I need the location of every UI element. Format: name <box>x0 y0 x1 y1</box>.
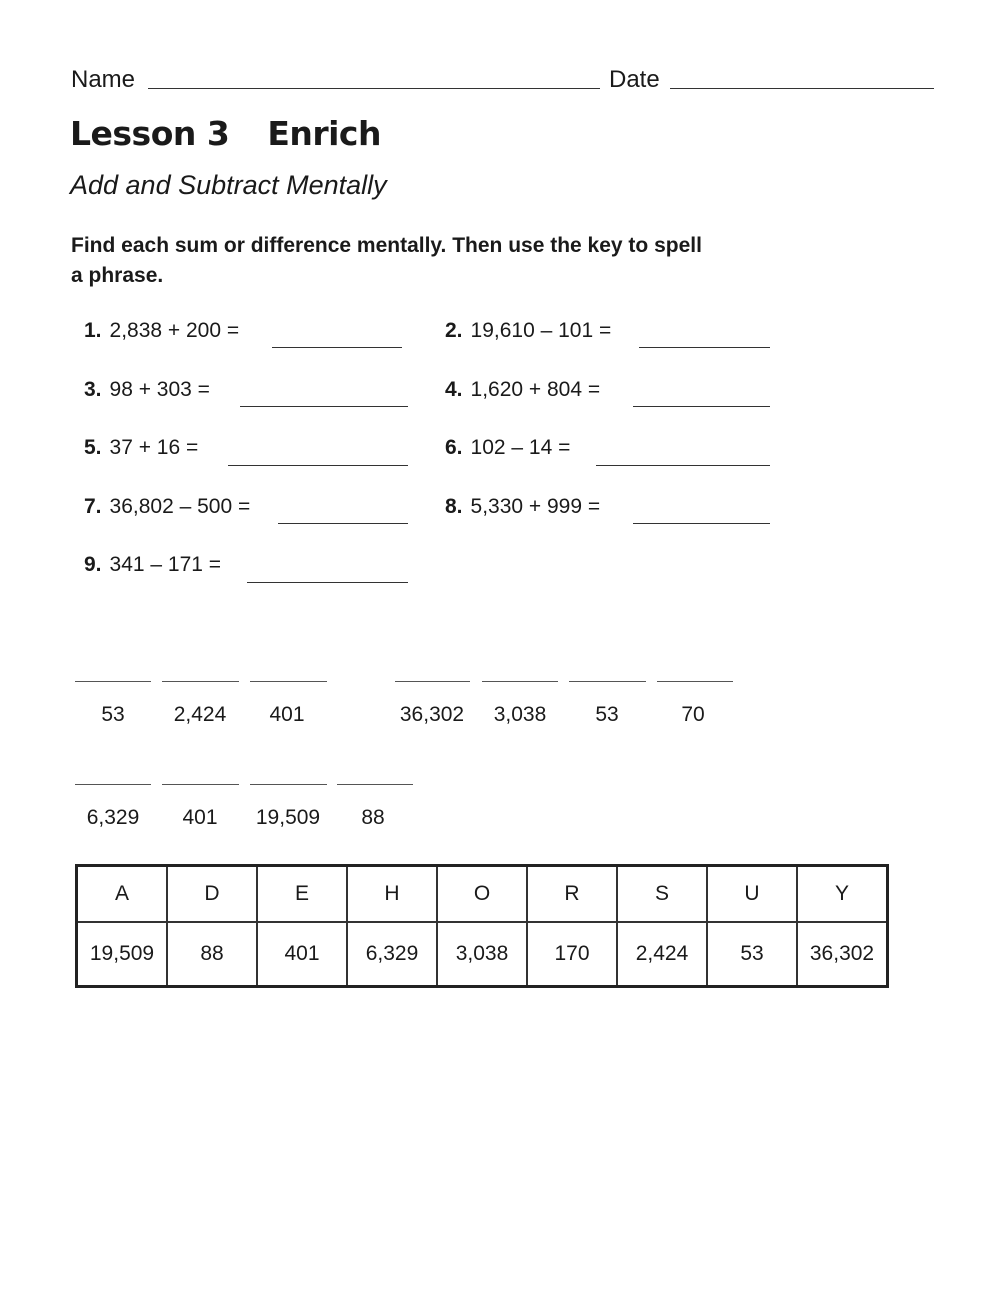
key-values-row <box>77 922 888 987</box>
title-lesson: Lesson 3 <box>70 114 230 153</box>
code-number: 53 <box>101 703 125 726</box>
problem-9 <box>84 553 221 581</box>
problem-expression: 36,802 – 500 = <box>109 495 251 518</box>
code-number: 401 <box>182 806 218 829</box>
problem-expression: 2,838 + 200 = <box>109 319 240 342</box>
problem-1 <box>84 319 239 347</box>
code-number: 6,329 <box>86 806 140 829</box>
code-number: 19,509 <box>255 806 321 829</box>
key-letter: S <box>617 866 707 923</box>
key-value: 3,038 <box>437 922 527 987</box>
problem-expression: 1,620 + 804 = <box>470 378 601 401</box>
answer-blank-2[interactable] <box>639 347 770 348</box>
problem-number: 1. <box>84 319 102 342</box>
letter-blank[interactable] <box>75 784 151 785</box>
letter-blank[interactable] <box>250 784 327 785</box>
problem-5 <box>84 436 198 464</box>
key-value: 19,509 <box>77 922 168 987</box>
name-field[interactable] <box>148 88 600 89</box>
title-enrich: Enrich <box>267 114 381 153</box>
key-letter: E <box>257 866 347 923</box>
answer-blank-9[interactable] <box>247 582 408 583</box>
key-letter: O <box>437 866 527 923</box>
key-value: 2,424 <box>617 922 707 987</box>
code-number: 3,038 <box>493 703 547 726</box>
problem-4 <box>445 378 600 406</box>
code-number: 70 <box>681 703 705 726</box>
key-letter: H <box>347 866 437 923</box>
key-value: 36,302 <box>797 922 888 987</box>
letter-key-table <box>75 864 889 988</box>
letter-blank[interactable] <box>162 681 239 682</box>
instructions-line-1: Find each sum or difference mentally. Then use the key to spell <box>71 234 702 257</box>
answer-blank-4[interactable] <box>633 406 770 407</box>
letter-blank[interactable] <box>395 681 470 682</box>
key-letter: Y <box>797 866 888 923</box>
problem-number: 7. <box>84 495 102 518</box>
page-subtitle: Add and Subtract Mentally <box>70 170 387 200</box>
name-label: Name <box>71 66 136 93</box>
problem-expression: 102 – 14 = <box>470 436 571 459</box>
problem-number: 2. <box>445 319 463 342</box>
letter-blank[interactable] <box>569 681 646 682</box>
answer-blank-5[interactable] <box>228 465 408 466</box>
letter-blank[interactable] <box>657 681 733 682</box>
problem-3 <box>84 378 210 406</box>
code-number: 88 <box>361 806 385 829</box>
letter-blank[interactable] <box>337 784 413 785</box>
code-number: 401 <box>269 703 305 726</box>
letter-blank[interactable] <box>250 681 327 682</box>
problem-expression: 341 – 171 = <box>109 553 222 576</box>
problem-number: 8. <box>445 495 463 518</box>
letter-blank[interactable] <box>75 681 151 682</box>
problem-expression: 5,330 + 999 = <box>470 495 601 518</box>
code-number: 2,424 <box>173 703 227 726</box>
key-value: 401 <box>257 922 347 987</box>
problem-number: 6. <box>445 436 463 459</box>
letter-blank[interactable] <box>162 784 239 785</box>
problem-number: 4. <box>445 378 463 401</box>
answer-blank-3[interactable] <box>240 406 408 407</box>
problem-number: 5. <box>84 436 102 459</box>
answer-blank-7[interactable] <box>278 523 408 524</box>
problem-expression: 37 + 16 = <box>109 436 199 459</box>
problem-number: 9. <box>84 553 102 576</box>
problem-expression: 98 + 303 = <box>109 378 210 401</box>
date-field[interactable] <box>670 88 934 89</box>
code-number: 53 <box>595 703 619 726</box>
problem-7 <box>84 495 250 523</box>
key-letter: R <box>527 866 617 923</box>
answer-blank-1[interactable] <box>272 347 402 348</box>
code-number: 36,302 <box>399 703 465 726</box>
key-value: 53 <box>707 922 797 987</box>
key-letter: U <box>707 866 797 923</box>
key-letter: A <box>77 866 168 923</box>
problem-6 <box>445 436 570 464</box>
key-letters-row <box>77 866 888 923</box>
problem-expression: 19,610 – 101 = <box>470 319 612 342</box>
problem-8 <box>445 495 600 523</box>
instructions-line-2: a phrase. <box>71 264 164 287</box>
problem-number: 3. <box>84 378 102 401</box>
key-value: 88 <box>167 922 257 987</box>
instructions <box>71 231 791 291</box>
date-label: Date <box>609 66 660 93</box>
letter-blank[interactable] <box>482 681 558 682</box>
page-title <box>70 114 381 153</box>
answer-blank-6[interactable] <box>596 465 770 466</box>
answer-blank-8[interactable] <box>633 523 770 524</box>
key-letter: D <box>167 866 257 923</box>
key-value: 170 <box>527 922 617 987</box>
problem-2 <box>445 319 611 347</box>
key-value: 6,329 <box>347 922 437 987</box>
